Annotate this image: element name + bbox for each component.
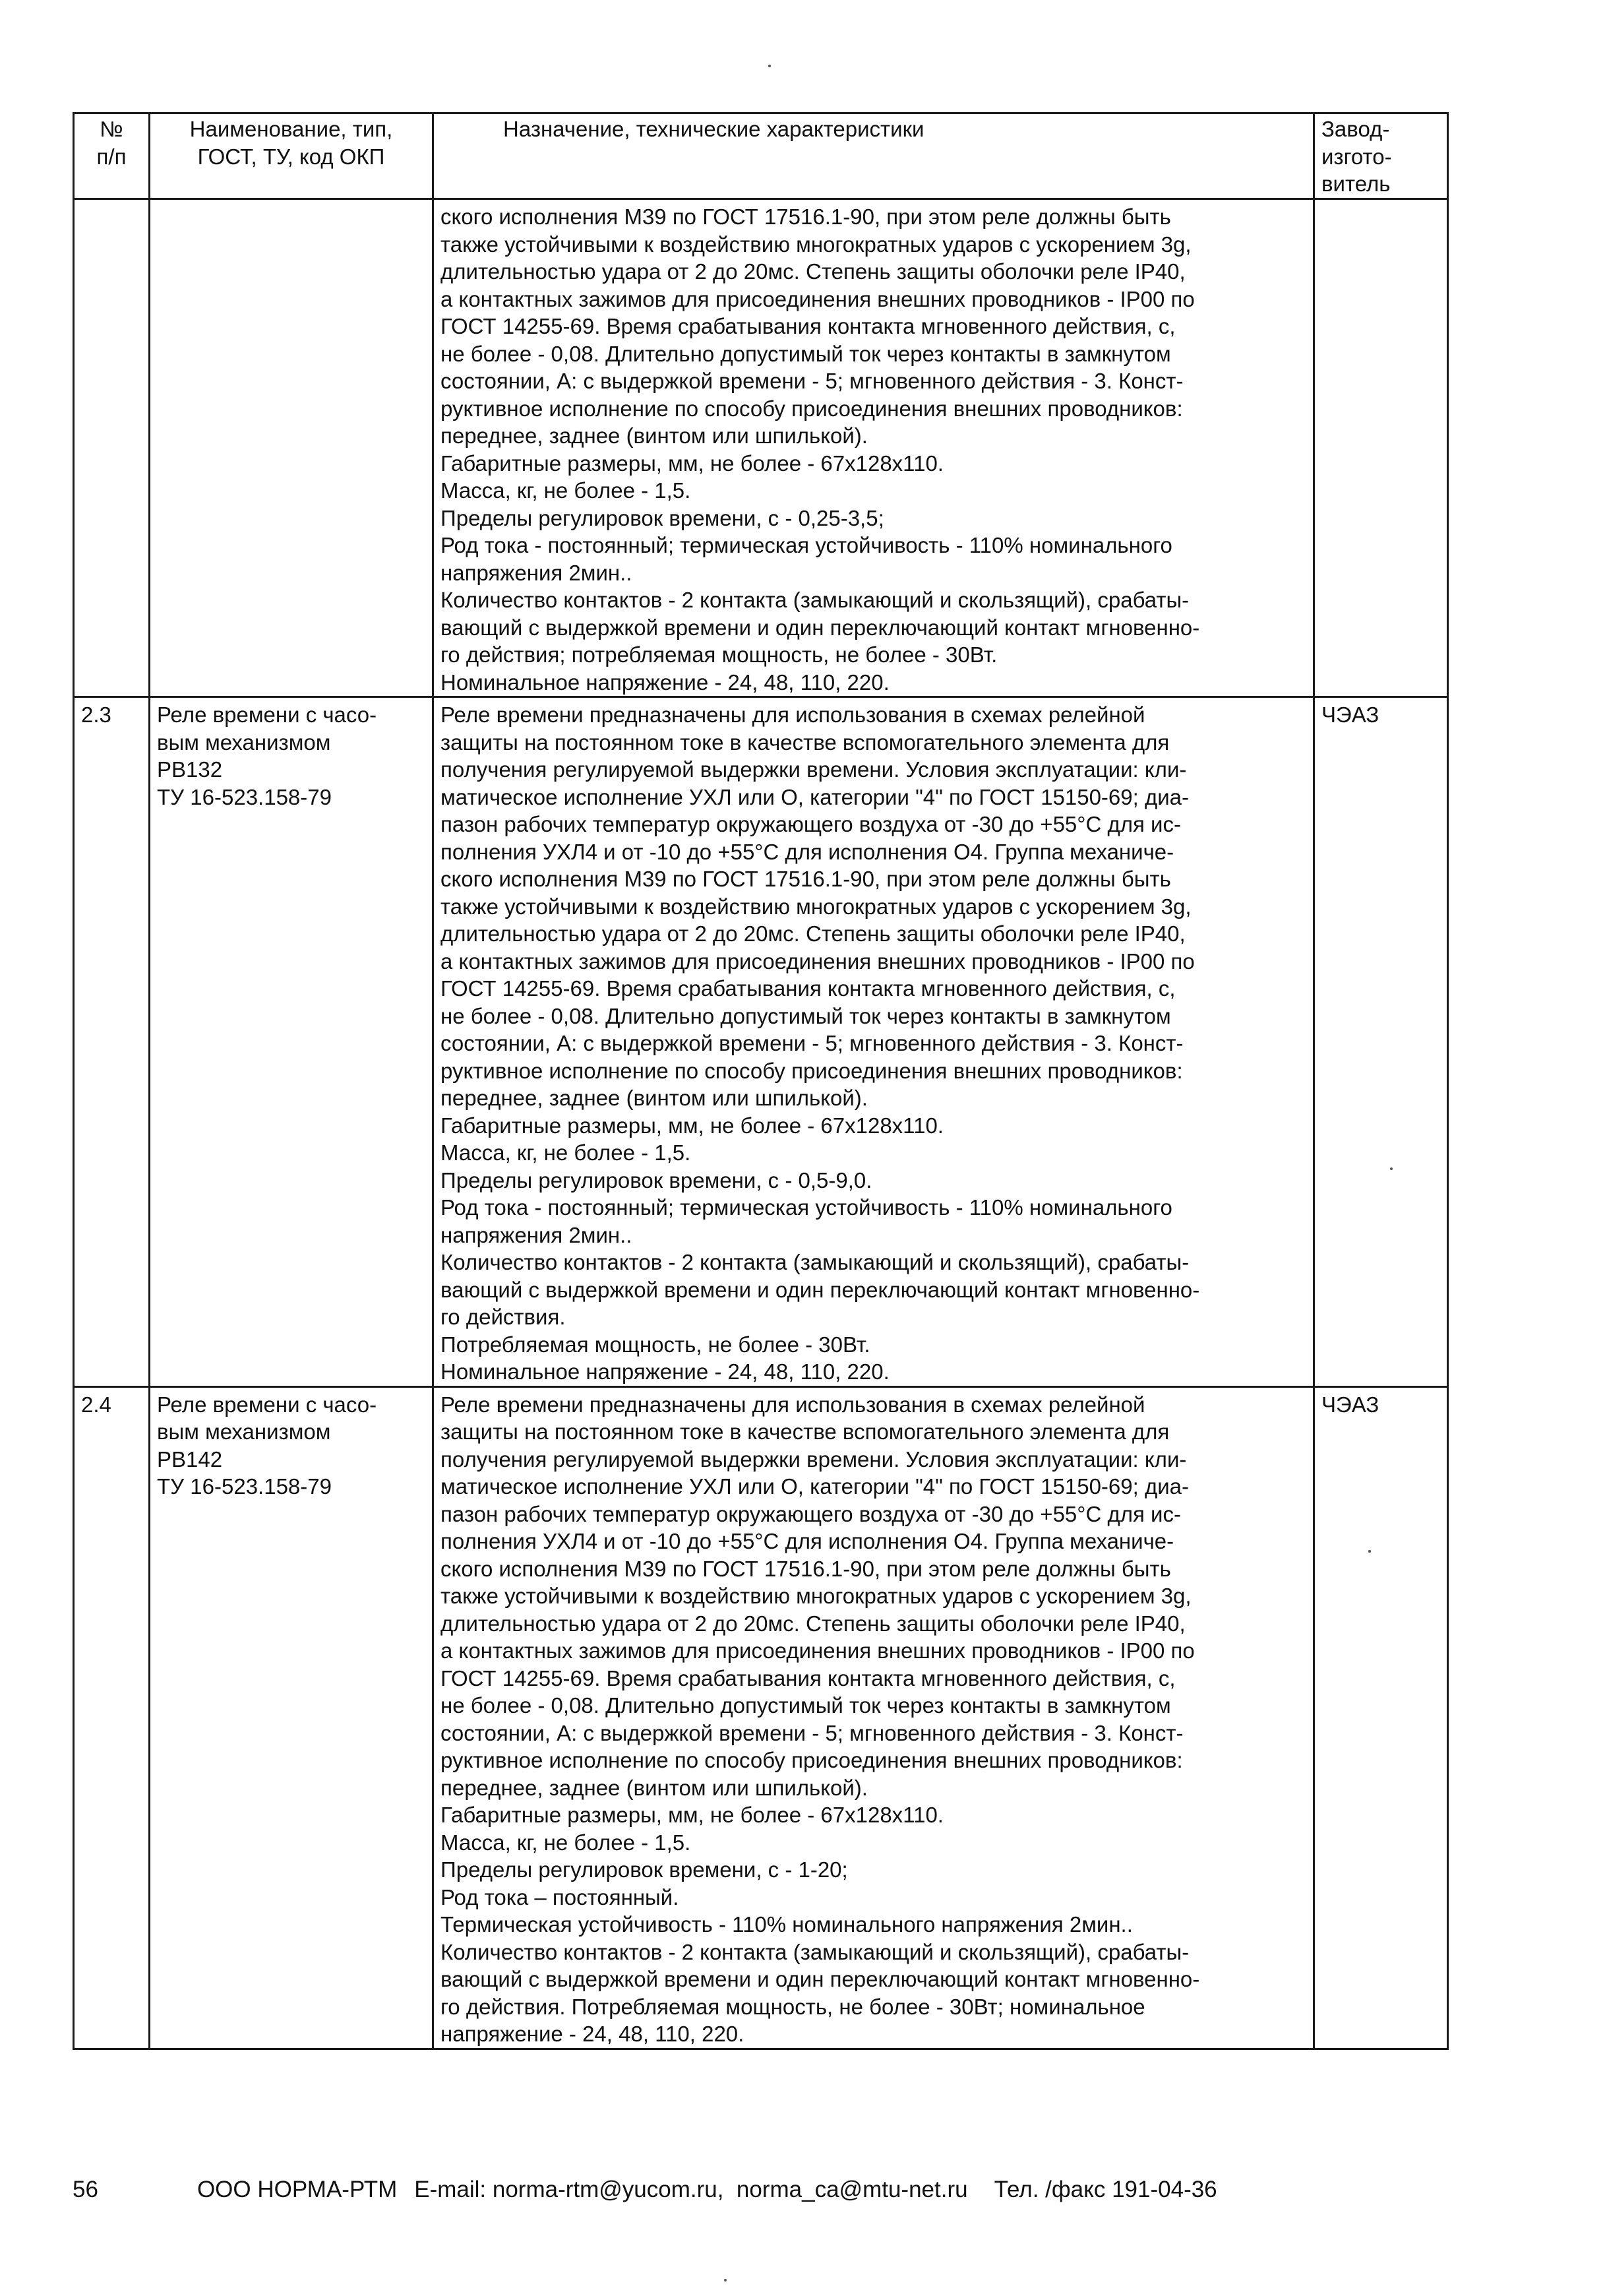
header-desc: Назначение, технические характеристики xyxy=(433,113,1314,199)
scan-speck xyxy=(724,2279,727,2281)
page-footer xyxy=(73,2177,1217,2203)
cell-text-line: переднее, заднее (винтом или шпилькой). xyxy=(440,423,868,448)
spec-table xyxy=(73,112,1449,2050)
cell-text-line: состоянии, А: с выдержкой времени - 5; мгновенного действия - 3. Конст- xyxy=(440,1720,1184,1745)
cell-text-line: Термическая устойчивость - 110% номинального напряжения 2мин.. xyxy=(440,1912,1133,1937)
cell-text-line: не более - 0,08. Длительно допустимый ток через контакты в замкнутом xyxy=(440,341,1171,366)
cell-text-line: переднее, заднее (винтом или шпилькой). xyxy=(440,1775,868,1800)
cell-text-line: ТУ 16-523.158-79 xyxy=(157,784,332,809)
cell-text-line: руктивное исполнение по способу присоединения внешних проводников: xyxy=(440,396,1183,421)
cell-text-line: вающий с выдержкой времени и один переключающий контакт мгновенно- xyxy=(440,1277,1200,1302)
cell-text-line: получения регулируемой выдержки времени. Условия эксплуатации: кли- xyxy=(440,1446,1187,1472)
cell-text-line: Масса, кг, не более - 1,5. xyxy=(440,1830,691,1855)
cell-text-line: Род тока - постоянный; термическая устойчивость - 110% номинального xyxy=(440,1195,1172,1220)
table-row xyxy=(74,199,1448,697)
cell-text-line: защиты на постоянном токе в качестве вспомогательного элемента для xyxy=(440,729,1170,755)
row-name-cell xyxy=(150,697,433,1387)
cell-text-line: ЧЭАЗ xyxy=(1321,1392,1379,1417)
cell-text-line: переднее, заднее (винтом или шпилькой). xyxy=(440,1086,868,1110)
cell-text-line: вающий с выдержкой времени и один переключающий контакт мгновенно- xyxy=(440,1967,1200,1991)
cell-text-line: Реле времени предназначены для использования в схемах релейной xyxy=(440,702,1145,727)
cell-text-line: 2.3 xyxy=(81,702,111,727)
cell-text-line: Масса, кг, не более - 1,5. xyxy=(440,478,691,503)
cell-text-line: длительностью удара от 2 до 20мс. Степень защиты оболочки реле IP40, xyxy=(440,921,1186,946)
cell-text-line: Габаритные размеры, мм, не более - 67х128х110. xyxy=(440,1113,944,1138)
cell-text-line: Номинальное напряжение - 24, 48, 110, 220. xyxy=(440,1359,890,1384)
row-name-cell xyxy=(150,199,433,697)
row-name-cell xyxy=(150,1386,433,2049)
cell-text-line: пазон рабочих температур окружающего воздуха от -30 до +55°С для ис- xyxy=(440,1501,1181,1526)
cell-text-line: ГОСТ 14255-69. Время срабатывания контакта мгновенного действия, с, xyxy=(440,1665,1176,1691)
cell-text-line: Количество контактов - 2 контакта (замыкающий и скользящий), срабаты- xyxy=(440,1939,1190,1964)
cell-text-line: полнения УХЛ4 и от -10 до +55°С для исполнения О4. Группа механиче- xyxy=(440,839,1174,864)
cell-text-line: Габаритные размеры, мм, не более - 67х128х110. xyxy=(440,450,944,476)
page-number: 56 xyxy=(73,2177,98,2202)
row-number-cell xyxy=(74,1386,150,2049)
cell-text-line: го действия; потребляемая мощность, не более - 30Вт. xyxy=(440,642,998,667)
cell-text-line: матическое исполнение УХЛ или О, категории "4" по ГОСТ 15150-69; диа- xyxy=(440,784,1189,809)
cell-text-line: Реле времени предназначены для использования в схемах релейной xyxy=(440,1392,1145,1417)
cell-text-line: полнения УХЛ4 и от -10 до +55°С для исполнения О4. Группа механиче- xyxy=(440,1529,1174,1553)
header-num: № п/п xyxy=(74,113,150,199)
cell-text-line: Потребляемая мощность, не более - 30Вт. xyxy=(440,1332,870,1357)
cell-text-line: Род тока - постоянный; термическая устойчивость - 110% номинального xyxy=(440,533,1172,557)
cell-text-line: вающий с выдержкой времени и один переключающий контакт мгновенно- xyxy=(440,615,1200,640)
cell-text-line: ского исполнения М39 по ГОСТ 17516.1-90, при этом реле должны быть xyxy=(440,867,1171,891)
table-header-row xyxy=(74,113,1448,199)
cell-text-line: не более - 0,08. Длительно допустимый ток через контакты в замкнутом xyxy=(440,1003,1171,1028)
cell-text-line: вым механизмом xyxy=(157,1419,331,1444)
cell-text-line: напряжение - 24, 48, 110, 220. xyxy=(440,2022,744,2046)
row-manufacturer-cell xyxy=(1314,1386,1448,2049)
cell-text-line: ГОСТ 14255-69. Время срабатывания контакта мгновенного действия, с, xyxy=(440,314,1176,338)
row-manufacturer-cell xyxy=(1314,199,1448,697)
table-body xyxy=(74,199,1448,2049)
cell-text-line: не более - 0,08. Длительно допустимый ток через контакты в замкнутом xyxy=(440,1693,1171,1718)
cell-text-line: Масса, кг, не более - 1,5. xyxy=(440,1140,691,1165)
cell-text-line: ТУ 16-523.158-79 xyxy=(157,1474,332,1499)
row-manufacturer-cell xyxy=(1314,697,1448,1387)
cell-text-line: Реле времени с часо- xyxy=(157,1392,377,1417)
cell-text-line: РВ142 xyxy=(157,1446,223,1472)
footer-email: E-mail: norma-rtm@yucom.ru, norma_ca@mtu-net.ru xyxy=(414,2177,968,2202)
cell-text-line: защиты на постоянном токе в качестве вспомогательного элемента для xyxy=(440,1419,1170,1444)
row-description-cell xyxy=(433,199,1314,697)
cell-text-line: получения регулируемой выдержки времени. Условия эксплуатации: кли- xyxy=(440,757,1187,782)
cell-text-line: состоянии, А: с выдержкой времени - 5; мгновенного действия - 3. Конст- xyxy=(440,1031,1184,1055)
cell-text-line: напряжения 2мин.. xyxy=(440,560,632,585)
cell-text-line: руктивное исполнение по способу присоединения внешних проводников: xyxy=(440,1748,1183,1772)
cell-text-line: ЧЭАЗ xyxy=(1321,702,1379,727)
scan-speck xyxy=(1368,1550,1371,1553)
cell-text-line: ского исполнения М39 по ГОСТ 17516.1-90, при этом реле должны быть xyxy=(440,1556,1171,1581)
cell-text-line: Количество контактов - 2 контакта (замыкающий и скользящий), срабаты- xyxy=(440,588,1190,612)
cell-text-line: напряжения 2мин.. xyxy=(440,1222,632,1247)
cell-text-line: также устойчивыми к воздействию многократных ударов с ускорением 3g, xyxy=(440,894,1192,919)
cell-text-line: Род тока – постоянный. xyxy=(440,1884,679,1909)
cell-text-line: Габаритные размеры, мм, не более - 67х128х110. xyxy=(440,1803,944,1827)
cell-text-line: Номинальное напряжение - 24, 48, 110, 220. xyxy=(440,669,890,695)
footer-company: ООО НОРМА-РТМ xyxy=(197,2177,398,2202)
cell-text-line: руктивное исполнение по способу присоединения внешних проводников: xyxy=(440,1058,1183,1083)
table-row xyxy=(74,697,1448,1387)
cell-text-line: а контактных зажимов для присоединения внешних проводников - IP00 по xyxy=(440,286,1195,311)
cell-text-line: матическое исполнение УХЛ или О, категории "4" по ГОСТ 15150-69; диа- xyxy=(440,1474,1189,1499)
scan-speck xyxy=(1390,1167,1393,1170)
cell-text-line: Количество контактов - 2 контакта (замыкающий и скользящий), срабаты- xyxy=(440,1250,1190,1274)
cell-text-line: а контактных зажимов для присоединения внешних проводников - IP00 по xyxy=(440,948,1195,974)
cell-text-line: ГОСТ 14255-69. Время срабатывания контакта мгновенного действия, с, xyxy=(440,976,1176,1001)
cell-text-line: го действия. Потребляемая мощность, не более - 30Вт; номинальное xyxy=(440,1994,1145,2019)
table-row xyxy=(74,1386,1448,2049)
cell-text-line: также устойчивыми к воздействию многократных ударов с ускорением 3g, xyxy=(440,232,1192,257)
cell-text-line: го действия. xyxy=(440,1305,566,1329)
scan-speck xyxy=(768,65,771,67)
cell-text-line: также устойчивыми к воздействию многократных ударов с ускорением 3g, xyxy=(440,1584,1192,1608)
row-description-cell xyxy=(433,1386,1314,2049)
row-number-cell xyxy=(74,199,150,697)
header-manufacturer: Завод- изгото- витель xyxy=(1314,113,1448,199)
cell-text-line: пазон рабочих температур окружающего воздуха от -30 до +55°С для ис- xyxy=(440,812,1181,836)
cell-text-line: состоянии, А: с выдержкой времени - 5; мгновенного действия - 3. Конст- xyxy=(440,369,1184,393)
cell-text-line: Реле времени с часо- xyxy=(157,702,377,727)
footer-phone: Тел. /факс 191-04-36 xyxy=(994,2177,1217,2202)
cell-text-line: ского исполнения М39 по ГОСТ 17516.1-90, при этом реле должны быть xyxy=(440,204,1171,229)
cell-text-line: а контактных зажимов для присоединения внешних проводников - IP00 по xyxy=(440,1638,1195,1663)
cell-text-line: длительностью удара от 2 до 20мс. Степень защиты оболочки реле IP40, xyxy=(440,1611,1186,1636)
cell-text-line: 2.4 xyxy=(81,1392,111,1417)
cell-text-line: Пределы регулировок времени, с - 0,5-9,0. xyxy=(440,1167,872,1193)
header-name: Наименование, тип, ГОСТ, ТУ, код ОКП xyxy=(150,113,433,199)
row-number-cell xyxy=(74,697,150,1387)
row-description-cell xyxy=(433,697,1314,1387)
cell-text-line: РВ132 xyxy=(157,757,223,782)
cell-text-line: Пределы регулировок времени, с - 0,25-3,5; xyxy=(440,505,884,530)
cell-text-line: длительностью удара от 2 до 20мс. Степень защиты оболочки реле IP40, xyxy=(440,259,1186,284)
cell-text-line: Пределы регулировок времени, с - 1-20; xyxy=(440,1857,848,1882)
cell-text-line: вым механизмом xyxy=(157,729,331,755)
